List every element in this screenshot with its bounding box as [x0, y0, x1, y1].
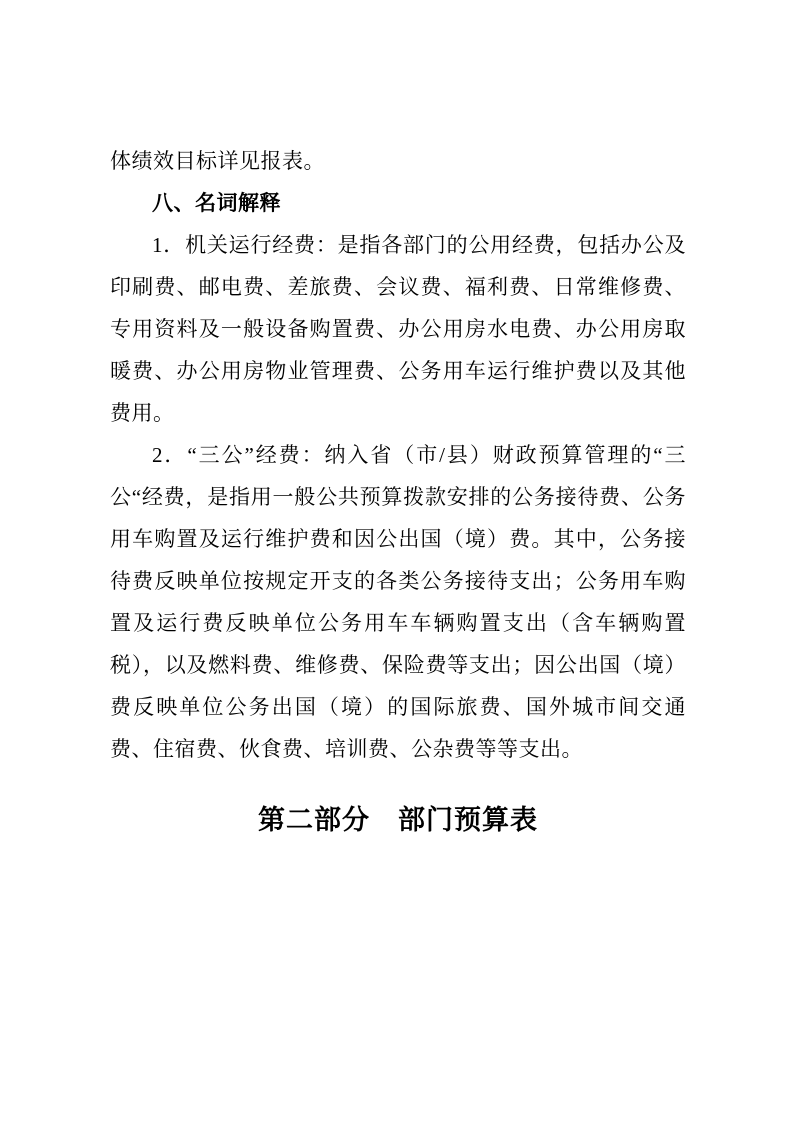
paragraph-three-public-expenses: 2．“三公”经费：纳入省（市/县）财政预算管理的“三公“经费，是指用一般公共预算拨款安排的公务接待费、公务用车购置及运行维护费和因公出国（境）费。其中，公务接待费反映单位按规定开支的各类公务接待支出；公务用车购置及运行费反映单位公务用车车辆购置支出（含车辆购置税），以及燃料费、维修费、保险费等支出；因公出国（境）费反映单位公务出国（境）的国际旅费、国外城市间交通费、住宿费、伙食费、培训费、公杂费等等支出。 — [110, 443, 686, 761]
part-two-heading: 第二部分 部门预算表 — [258, 805, 538, 835]
paragraph-operating-expenses: 1．机关运行经费：是指各部门的公用经费，包括办公及印刷费、邮电费、差旅费、会议费、福利费、日常维修费、专用资料及一般设备购置费、办公用房水电费、办公用房取暖费、办公用房物业管理费、公务用车运行维护费以及其他费用。 — [110, 233, 686, 425]
continuation-paragraph: 体绩效目标详见报表。 — [110, 149, 325, 173]
section-heading-terms: 八、名词解释 — [152, 191, 281, 215]
